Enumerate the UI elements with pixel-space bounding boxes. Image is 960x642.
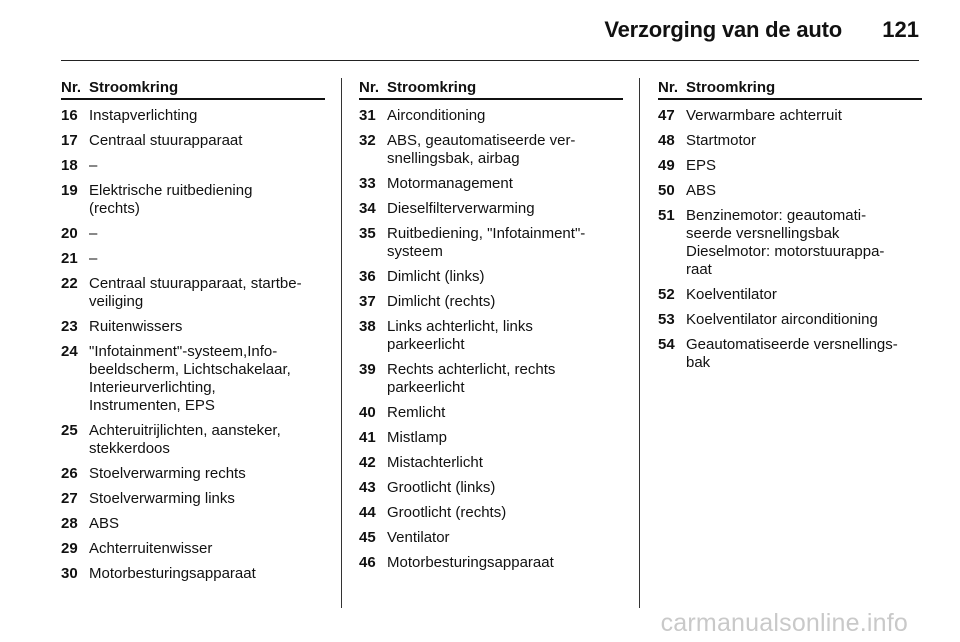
circuit-description: Dieselfilterverwarming — [387, 200, 535, 217]
table-row — [61, 540, 325, 558]
table-rows — [359, 107, 623, 572]
table-row — [61, 515, 325, 533]
header-circuit: Stroomkring — [686, 79, 776, 96]
circuit-description: ABS — [89, 515, 120, 532]
header-rule — [61, 60, 919, 61]
fuse-number: 44 — [359, 504, 376, 521]
circuit-description: Centraal stuurapparaat — [89, 132, 243, 149]
fuse-table-column-1 — [61, 78, 325, 590]
table-row — [61, 343, 325, 415]
circuit-description: Dimlicht (rechts) — [387, 293, 496, 310]
fuse-number: 36 — [359, 268, 376, 285]
fuse-number: 28 — [61, 515, 78, 532]
table-row — [61, 225, 325, 243]
circuit-description: Achterruitenwisser — [89, 540, 213, 557]
circuit-description: Stoelverwarming links — [89, 490, 235, 507]
circuit-description: Ruitenwissers — [89, 318, 183, 335]
column-divider — [341, 78, 342, 608]
circuit-description: Links achterlicht, links parkeerlicht — [387, 318, 533, 353]
table-rows — [658, 107, 922, 372]
circuit-description: ABS — [686, 182, 717, 199]
circuit-description: Instapverlichting — [89, 107, 198, 124]
circuit-description: Achteruitrijlichten, aansteker, stekkerdoos — [89, 422, 281, 457]
fuse-number: 37 — [359, 293, 376, 310]
fuse-number: 43 — [359, 479, 376, 496]
table-row — [359, 361, 623, 397]
fuse-number: 19 — [61, 182, 78, 199]
table-row — [359, 200, 623, 218]
table-row — [658, 132, 922, 150]
circuit-description: Rechts achterlicht, rechts parkeerlicht — [387, 361, 556, 396]
circuit-description: Stoelverwarming rechts — [89, 465, 246, 482]
table-row — [359, 225, 623, 261]
table-header — [61, 78, 325, 100]
table-row — [359, 429, 623, 447]
table-row — [359, 132, 623, 168]
circuit-description: – — [89, 250, 98, 267]
table-header — [658, 78, 922, 100]
header-circuit: Stroomkring — [387, 79, 477, 96]
fuse-table-column-3 — [658, 78, 922, 379]
fuse-number: 33 — [359, 175, 376, 192]
table-row — [61, 422, 325, 458]
table-row — [359, 175, 623, 193]
circuit-description: Motorbesturingsapparaat — [387, 554, 554, 571]
fuse-number: 24 — [61, 343, 78, 360]
circuit-description: Koelventilator airconditioning — [686, 311, 878, 328]
table-header — [359, 78, 623, 100]
circuit-description: Airconditioning — [387, 107, 486, 124]
page-title: Verzorging van de auto — [604, 17, 842, 42]
circuit-description: Ruitbediening, "Infotainment"- systeem — [387, 225, 586, 260]
fuse-number: 23 — [61, 318, 78, 335]
fuse-number: 52 — [658, 286, 675, 303]
fuse-number: 42 — [359, 454, 376, 471]
table-row — [359, 554, 623, 572]
fuse-number: 29 — [61, 540, 78, 557]
table-row — [61, 275, 325, 311]
circuit-description: EPS — [686, 157, 717, 174]
circuit-description: Remlicht — [387, 404, 446, 421]
fuse-number: 22 — [61, 275, 78, 292]
circuit-description: "Infotainment"-systeem,Info- beeldscherm, Lichtschakelaar, Interieurverlichting, Instrumenten, EPS — [89, 343, 291, 414]
table-row — [61, 250, 325, 268]
fuse-number: 26 — [61, 465, 78, 482]
fuse-number: 45 — [359, 529, 376, 546]
circuit-description: Verwarmbare achterruit — [686, 107, 842, 124]
circuit-description: Dimlicht (links) — [387, 268, 485, 285]
circuit-description: Mistlamp — [387, 429, 448, 446]
table-row — [359, 293, 623, 311]
fuse-number: 25 — [61, 422, 78, 439]
table-row — [61, 132, 325, 150]
table-rows — [61, 107, 325, 583]
fuse-number: 47 — [658, 107, 675, 124]
page-header — [0, 0, 960, 62]
header-circuit: Stroomkring — [89, 79, 179, 96]
fuse-number: 17 — [61, 132, 78, 149]
table-row — [658, 107, 922, 125]
circuit-description: Elektrische ruitbediening (rechts) — [89, 182, 253, 217]
header-nr: Nr. — [359, 79, 380, 96]
table-row — [359, 268, 623, 286]
fuse-number: 18 — [61, 157, 78, 174]
table-row — [658, 336, 922, 372]
fuse-number: 16 — [61, 107, 78, 124]
circuit-description: Geautomatiseerde versnellings- bak — [686, 336, 898, 371]
fuse-number: 20 — [61, 225, 78, 242]
table-row — [359, 504, 623, 522]
table-row — [658, 182, 922, 200]
header-nr: Nr. — [61, 79, 82, 96]
circuit-description: Ventilator — [387, 529, 450, 546]
table-row — [359, 529, 623, 547]
table-row — [61, 565, 325, 583]
table-row — [359, 107, 623, 125]
circuit-description: Mistachterlicht — [387, 454, 483, 471]
circuit-description: Motorbesturingsapparaat — [89, 565, 256, 582]
circuit-description: Grootlicht (rechts) — [387, 504, 507, 521]
circuit-description: Koelventilator — [686, 286, 777, 303]
fuse-number: 39 — [359, 361, 376, 378]
table-row — [61, 157, 325, 175]
table-row — [658, 286, 922, 304]
fuse-number: 34 — [359, 200, 376, 217]
page-number: 121 — [882, 17, 919, 42]
fuse-number: 50 — [658, 182, 675, 199]
fuse-table-column-2 — [359, 78, 623, 579]
table-row — [61, 490, 325, 508]
circuit-description: Motormanagement — [387, 175, 513, 192]
table-row — [359, 479, 623, 497]
table-row — [658, 157, 922, 175]
fuse-number: 31 — [359, 107, 376, 124]
circuit-description: Grootlicht (links) — [387, 479, 496, 496]
circuit-description: – — [89, 225, 98, 242]
circuit-description: Startmotor — [686, 132, 757, 149]
header-nr: Nr. — [658, 79, 679, 96]
fuse-number: 54 — [658, 336, 675, 353]
watermark: carmanualsonline.info — [660, 609, 908, 637]
fuse-number: 35 — [359, 225, 376, 242]
fuse-number: 40 — [359, 404, 376, 421]
circuit-description: Centraal stuurapparaat, startbe- veiliging — [89, 275, 302, 310]
fuse-number: 53 — [658, 311, 675, 328]
table-row — [61, 107, 325, 125]
table-row — [359, 404, 623, 422]
circuit-description: Benzinemotor: geautomati- seerde versnellingsbak Dieselmotor: motorstuurappa- raat — [686, 207, 885, 278]
fuse-number: 46 — [359, 554, 376, 571]
fuse-number: 38 — [359, 318, 376, 335]
table-row — [359, 454, 623, 472]
fuse-number: 27 — [61, 490, 78, 507]
fuse-number: 51 — [658, 207, 675, 224]
fuse-number: 41 — [359, 429, 376, 446]
fuse-number: 49 — [658, 157, 675, 174]
table-row — [61, 465, 325, 483]
table-row — [61, 318, 325, 336]
table-row — [658, 311, 922, 329]
fuse-number: 21 — [61, 250, 78, 267]
circuit-description: – — [89, 157, 98, 174]
fuse-number: 48 — [658, 132, 675, 149]
table-row — [359, 318, 623, 354]
column-divider — [639, 78, 640, 608]
table-row — [658, 207, 922, 279]
circuit-description: ABS, geautomatiseerde ver- snellingsbak, airbag — [387, 132, 576, 167]
fuse-number: 30 — [61, 565, 78, 582]
table-row — [61, 182, 325, 218]
fuse-number: 32 — [359, 132, 376, 149]
